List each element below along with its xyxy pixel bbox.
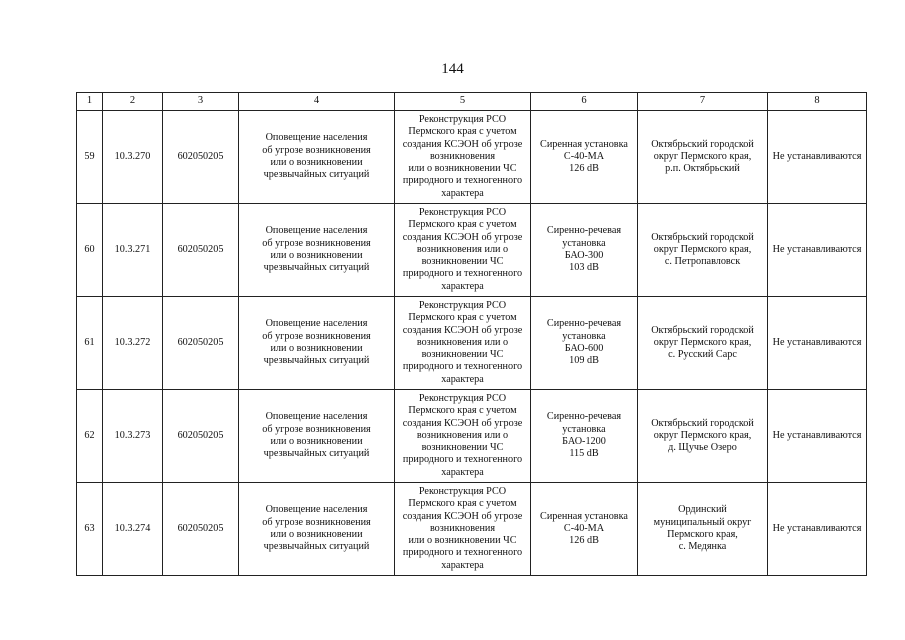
- project-cell-line: или о возникновении ЧС: [408, 163, 517, 175]
- project-cell-line: Пермского края с учетом: [408, 126, 517, 138]
- measure-cell-line: чрезвычайных ситуаций: [263, 169, 370, 181]
- project-cell-line: характера: [441, 559, 484, 571]
- project-cell-line: характера: [441, 373, 484, 385]
- equipment-cell-line: БАО-300: [564, 250, 604, 261]
- project-cell-line: природного и техногенного: [402, 361, 523, 373]
- location-cell: [638, 483, 768, 576]
- measure-cell-line: Оповещение населения: [265, 318, 368, 330]
- table-row: [77, 204, 867, 297]
- row-id: 602050205: [163, 390, 239, 483]
- equipment-cell-line: Сиренно-речевая: [546, 318, 622, 330]
- location-cell: [638, 390, 768, 483]
- measure-cell-line: чрезвычайных ситуаций: [263, 262, 370, 274]
- measure-cell-line: об угрозе возникновения: [262, 423, 371, 435]
- location-cell: [638, 111, 768, 204]
- project-cell-line: Пермского края с учетом: [408, 405, 517, 417]
- equipment-cell-line: С-40-МА: [563, 522, 605, 534]
- location-cell-line: с. Петропавловск: [664, 256, 741, 268]
- location-cell-line: Пермского края,: [667, 529, 738, 540]
- equipment-cell-line: 109 dB: [569, 355, 599, 367]
- measure-cell-line: или о возникновении: [270, 529, 363, 540]
- project-cell-line: возникновении ЧС: [421, 256, 504, 268]
- project-cell: [395, 204, 531, 297]
- equipment-cell: [531, 390, 638, 483]
- register-table: [76, 92, 867, 576]
- measure-cell: [239, 204, 395, 297]
- project-cell: [395, 297, 531, 390]
- equipment-cell-line: установка: [562, 330, 606, 342]
- location-cell-line: Октябрьский городской: [651, 231, 754, 243]
- equipment-cell-line: БАО-600: [564, 343, 604, 354]
- equipment-cell-line: установка: [562, 423, 606, 435]
- equipment-cell: [531, 483, 638, 576]
- measure-cell-line: Оповещение населения: [265, 504, 368, 516]
- measure-cell-line: или о возникновении: [270, 436, 363, 447]
- status-cell: Не устанавливаются: [768, 390, 867, 483]
- col-header-6: 6: [531, 93, 638, 111]
- row-id: 602050205: [163, 297, 239, 390]
- measure-cell-line: чрезвычайных ситуаций: [263, 541, 370, 553]
- page-number: 144: [441, 61, 464, 77]
- location-cell-line: Октябрьский городской: [651, 417, 754, 429]
- col-header-7: 7: [638, 93, 768, 111]
- status-cell: Не устанавливаются: [768, 483, 867, 576]
- project-cell-line: возникновения: [429, 522, 496, 534]
- row-number: 60: [77, 204, 103, 297]
- equipment-cell-line: БАО-1200: [562, 436, 606, 447]
- col-header-3: 3: [163, 93, 239, 111]
- project-cell-line: характера: [441, 280, 484, 292]
- project-cell-line: возникновения или о: [416, 429, 509, 441]
- equipment-cell-line: С-40-МА: [563, 150, 605, 162]
- measure-cell-line: Оповещение населения: [265, 411, 368, 423]
- project-cell: [395, 390, 531, 483]
- project-cell-line: характера: [441, 187, 484, 199]
- project-cell-line: или о возникновении ЧС: [408, 535, 517, 547]
- row-number: 61: [77, 297, 103, 390]
- status-cell: Не устанавливаются: [768, 111, 867, 204]
- row-code: 10.3.270: [103, 111, 163, 204]
- project-cell-line: возникновении ЧС: [421, 442, 504, 454]
- location-cell-line: р.п. Октябрьский: [665, 163, 740, 175]
- measure-cell-line: об угрозе возникновения: [262, 330, 371, 342]
- row-code: 10.3.273: [103, 390, 163, 483]
- measure-cell-line: об угрозе возникновения: [262, 144, 371, 156]
- header-row: [77, 93, 867, 111]
- project-cell-line: возникновения или о: [416, 243, 509, 255]
- project-cell-line: Пермского края с учетом: [408, 312, 517, 324]
- project-cell-line: Пермского края с учетом: [408, 219, 517, 231]
- equipment-cell-line: 126 dB: [569, 163, 599, 175]
- project-cell: [395, 111, 531, 204]
- row-code: 10.3.271: [103, 204, 163, 297]
- equipment-cell-line: Сиренная установка: [540, 510, 628, 522]
- col-header-8: 8: [768, 93, 867, 111]
- project-cell-line: Реконструкция РСО: [418, 113, 507, 125]
- measure-cell: [239, 111, 395, 204]
- location-cell-line: Октябрьский городской: [651, 138, 754, 150]
- row-number: 59: [77, 111, 103, 204]
- location-cell-line: д. Щучье Озеро: [668, 442, 737, 454]
- row-id: 602050205: [163, 204, 239, 297]
- measure-cell-line: Оповещение населения: [265, 225, 368, 237]
- location-cell-line: с. Русский Сарс: [668, 349, 737, 361]
- project-cell-line: природного и техногенного: [402, 547, 523, 559]
- measure-cell-line: чрезвычайных ситуаций: [263, 355, 370, 367]
- equipment-cell-line: 103 dB: [569, 262, 599, 274]
- equipment-cell: [531, 204, 638, 297]
- project-cell-line: создания КСЭОН об угрозе: [402, 231, 523, 243]
- row-id: 602050205: [163, 111, 239, 204]
- equipment-cell-line: Сиренно-речевая: [546, 411, 622, 423]
- status-cell: Не устанавливаются: [768, 297, 867, 390]
- measure-cell-line: об угрозе возникновения: [262, 516, 371, 528]
- col-header-5: 5: [395, 93, 531, 111]
- location-cell-line: округ Пермского края,: [653, 150, 752, 162]
- equipment-cell-line: 115 dB: [569, 448, 599, 460]
- location-cell-line: округ Пермского края,: [653, 336, 752, 348]
- location-cell-line: округ Пермского края,: [653, 243, 752, 255]
- measure-cell: [239, 297, 395, 390]
- project-cell-line: создания КСЭОН об угрозе: [402, 138, 523, 150]
- location-cell-line: округ Пермского края,: [653, 429, 752, 441]
- measure-cell-line: или о возникновении: [270, 343, 363, 354]
- table-row: [77, 483, 867, 576]
- project-cell-line: природного и техногенного: [402, 175, 523, 187]
- col-header-4: 4: [239, 93, 395, 111]
- location-cell-line: с. Медянка: [678, 541, 727, 553]
- col-header-2: 2: [103, 93, 163, 111]
- measure-cell: [239, 483, 395, 576]
- row-number: 63: [77, 483, 103, 576]
- location-cell-line: Ординский: [678, 504, 727, 516]
- project-cell-line: Реконструкция РСО: [418, 485, 507, 497]
- measure-cell-line: об угрозе возникновения: [262, 237, 371, 249]
- col-header-1: 1: [77, 93, 103, 111]
- project-cell-line: создания КСЭОН об угрозе: [402, 324, 523, 336]
- equipment-cell: [531, 111, 638, 204]
- status-cell: Не устанавливаются: [768, 204, 867, 297]
- equipment-cell-line: 126 dB: [569, 535, 599, 547]
- location-cell-line: Октябрьский городской: [651, 324, 754, 336]
- project-cell-line: Реконструкция РСО: [418, 206, 507, 218]
- project-cell-line: характера: [441, 466, 484, 478]
- project-cell-line: Пермского края с учетом: [408, 498, 517, 510]
- measure-cell-line: или о возникновении: [270, 157, 363, 168]
- project-cell-line: природного и техногенного: [402, 268, 523, 280]
- equipment-cell-line: установка: [562, 237, 606, 249]
- location-cell: [638, 204, 768, 297]
- project-cell-line: создания КСЭОН об угрозе: [402, 417, 523, 429]
- project-cell-line: возникновении ЧС: [421, 349, 504, 361]
- equipment-cell-line: Сиренная установка: [540, 138, 628, 150]
- measure-cell-line: Оповещение населения: [265, 132, 368, 144]
- measure-cell-line: чрезвычайных ситуаций: [263, 448, 370, 460]
- table-row: [77, 297, 867, 390]
- project-cell-line: Реконструкция РСО: [418, 299, 507, 311]
- table-row: [77, 111, 867, 204]
- location-cell-line: муниципальный округ: [653, 516, 752, 528]
- project-cell: [395, 483, 531, 576]
- project-cell-line: Реконструкция РСО: [418, 392, 507, 404]
- row-number: 62: [77, 390, 103, 483]
- row-code: 10.3.272: [103, 297, 163, 390]
- project-cell-line: возникновения: [429, 150, 496, 162]
- project-cell-line: природного и техногенного: [402, 454, 523, 466]
- location-cell: [638, 297, 768, 390]
- measure-cell: [239, 390, 395, 483]
- equipment-cell: [531, 297, 638, 390]
- row-code: 10.3.274: [103, 483, 163, 576]
- table-row: [77, 390, 867, 483]
- measure-cell-line: или о возникновении: [270, 250, 363, 261]
- project-cell-line: возникновения или о: [416, 336, 509, 348]
- row-id: 602050205: [163, 483, 239, 576]
- project-cell-line: создания КСЭОН об угрозе: [402, 510, 523, 522]
- equipment-cell-line: Сиренно-речевая: [546, 225, 622, 237]
